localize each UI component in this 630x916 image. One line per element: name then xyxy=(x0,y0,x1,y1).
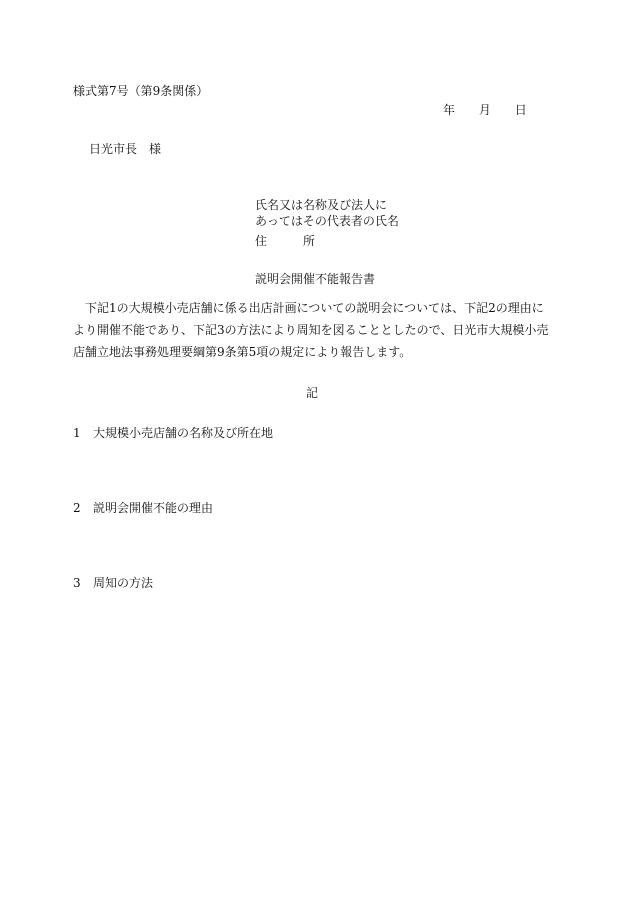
applicant-name-label-line1: 氏名又は名称及び法人に xyxy=(255,198,388,212)
report-body-text: 下記1の大規模小売店舗に係る出店計画についての説明会については、下記2の理由により開催不能であり、下記3の方法により周知を図ることとしたので、日光市大規模小売店舗立地法事務処理要綱第9条第5項の規定により報告します。 xyxy=(73,301,549,359)
ki-heading: 記 xyxy=(306,386,319,400)
addressee: 日光市長 様 xyxy=(89,142,162,156)
item-1 xyxy=(73,424,273,442)
date-month-label: 月 xyxy=(478,103,491,117)
document-title: 説明会開催不能報告書 xyxy=(255,272,376,286)
item-1-label: 大規模小売店舗の名称及び所在地 xyxy=(93,426,274,440)
item-3-number: 3 xyxy=(73,576,81,590)
applicant-name-label-line2: あってはその代表者の氏名 xyxy=(255,214,399,228)
item-3-label: 周知の方法 xyxy=(93,576,154,590)
item-2-label: 説明会開催不能の理由 xyxy=(93,501,214,515)
item-2-number: 2 xyxy=(73,501,81,515)
item-3 xyxy=(73,574,153,592)
form-header: 様式第7号（第9条関係） xyxy=(73,84,209,98)
item-2 xyxy=(73,499,213,517)
date-year-label: 年 xyxy=(443,103,456,117)
applicant-address-label: 住 所 xyxy=(255,234,316,248)
date-line xyxy=(443,101,527,119)
date-day-label: 日 xyxy=(514,103,527,117)
item-1-number: 1 xyxy=(73,426,81,440)
